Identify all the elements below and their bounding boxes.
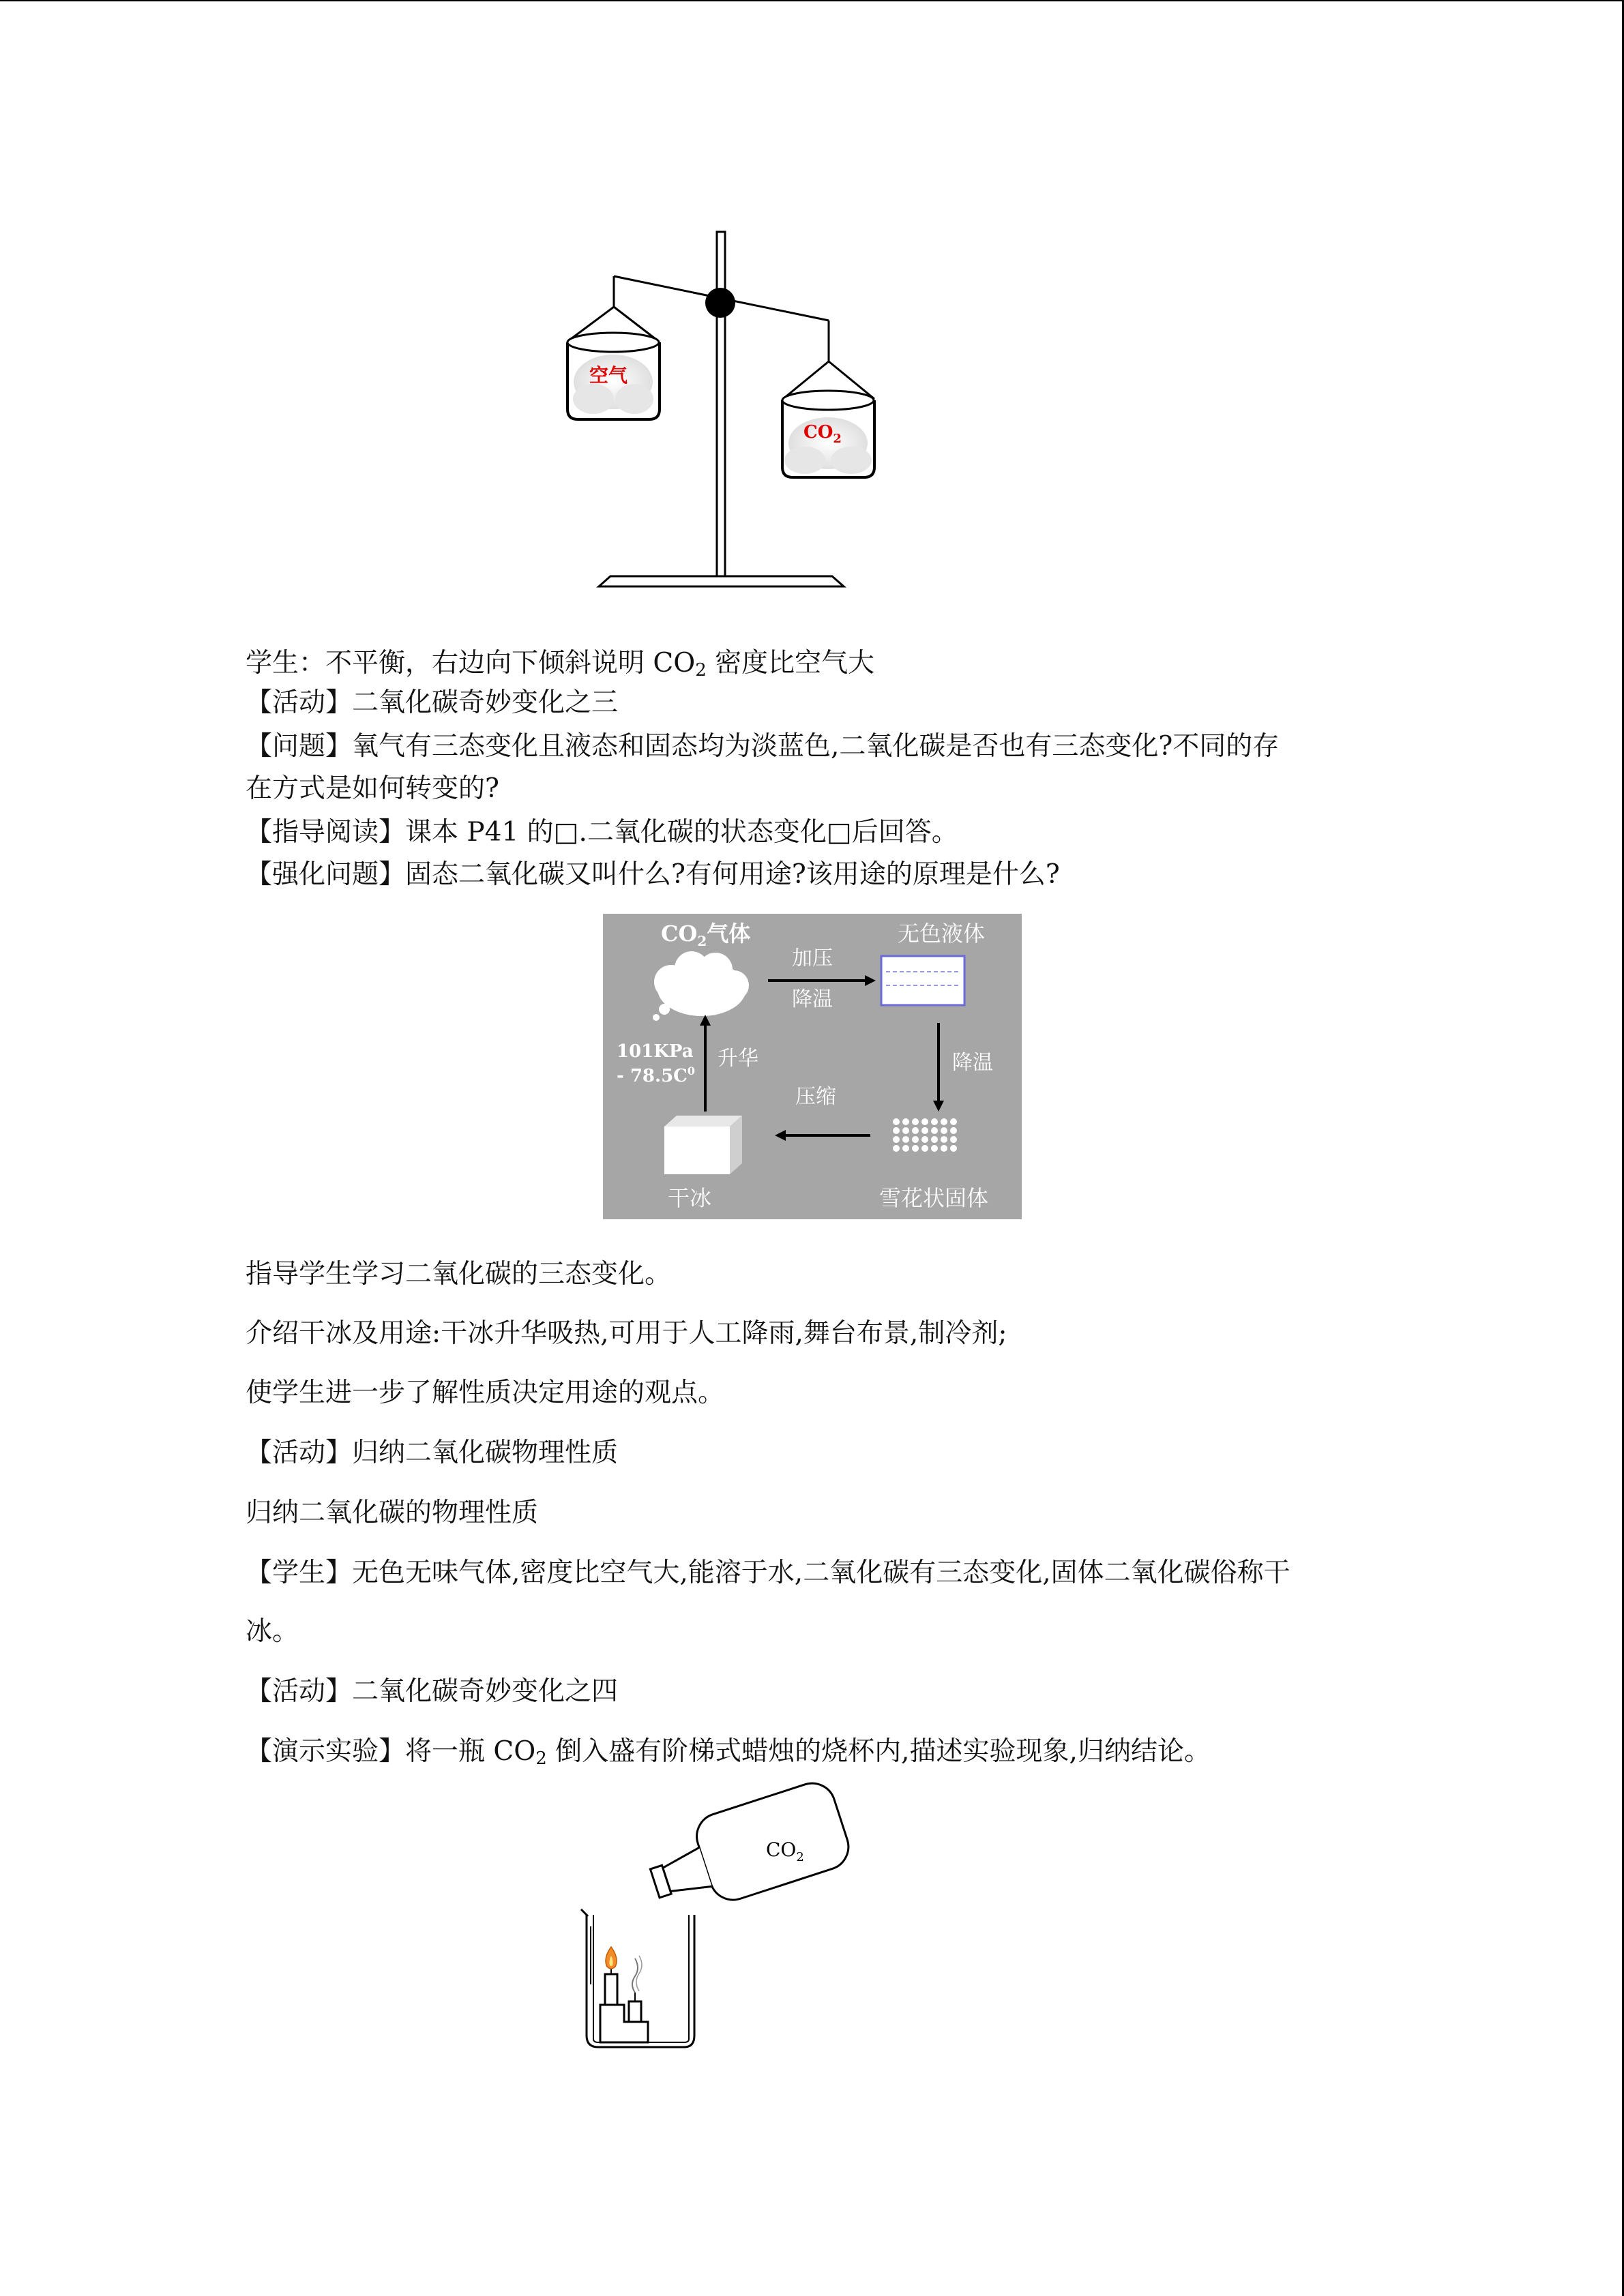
stand-pole [717,232,725,580]
liquid-label: 无色液体 [898,921,986,946]
teaching-line-1: 指导学生学习二氧化碳的三态变化。 [246,1259,672,1289]
condition-temperature: - $78.5C^0$ [617,1064,696,1086]
balance-figure [546,225,900,593]
teaching-line-2: 介绍干冰及用途:干冰升华吸热,可用于人工降雨,舞台布景,制冷剂; [246,1318,1007,1349]
state-change-diagram [603,914,1022,1219]
stand-base [599,576,844,586]
right-cup-label: $CO_2$ [803,422,842,446]
student-line-2: 冰。 [246,1616,299,1647]
left-cup-label: 空气 [589,364,628,387]
reinforce-question-line: 【强化问题】固态二氧化碳又叫什么?有何用途?该用途的原理是什么? [246,859,1060,890]
bottle-label: $CO_2$ [766,1838,804,1864]
condition-pressure: 101KPa [617,1041,694,1062]
student-answer-line: 学生：不平衡，右边向下倾斜说明 $CO_2$ 密度比空气大 [246,648,875,681]
question-line-1: 【问题】氧气有三态变化且液态和固态均为淡蓝色,二氧化碳是否也有三态变化?不同的存 [246,731,1280,762]
question-line-2: 在方式是如何转变的? [246,773,499,804]
activity-heading-4: 【活动】二氧化碳奇妙变化之四 [246,1676,619,1707]
pour-co2-figure [573,1780,859,2053]
arrow-bottom-label: 压缩 [795,1085,836,1109]
activity-heading-3: 【活动】二氧化碳奇妙变化之三 [246,687,619,718]
page-border-top [0,0,1624,1]
candle-short [629,2001,641,2022]
candle-tall [605,1974,617,2005]
solid-label: 干冰 [668,1185,712,1211]
summary-line: 归纳二氧化碳的物理性质 [246,1497,539,1528]
teaching-line-3: 使学生进一步了解性质决定用途的观点。 [246,1377,725,1408]
arrow-left-label: 升华 [718,1047,758,1071]
student-line-1: 【学生】无色无味气体,密度比空气大,能溶于水,二氧化碳有三态变化,固体二氧化碳俗称干 [246,1557,1290,1588]
gas-label: $CO_2$气体 [661,921,751,949]
liquid-container-icon [881,956,964,1005]
snow-label: 雪花状固体 [879,1185,989,1211]
arrow-top-label-2: 降温 [792,987,833,1011]
arrow-top-label-1: 加压 [792,946,833,970]
co2-bottle [640,1780,855,1922]
dry-ice-icon [664,1116,742,1174]
pivot [705,288,735,318]
activity-heading-physical: 【活动】归纳二氧化碳物理性质 [246,1437,619,1468]
guided-reading-line: 【指导阅读】课本 P41 的□.二氧化碳的状态变化□后回答。 [246,817,958,848]
arrow-right-label: 降温 [952,1051,993,1075]
demo-experiment-line: 【演示实验】将一瓶 $CO_2$ 倒入盛有阶梯式蜡烛的烧杯内,描述实验现象,归纳结论。 [246,1736,1211,1769]
